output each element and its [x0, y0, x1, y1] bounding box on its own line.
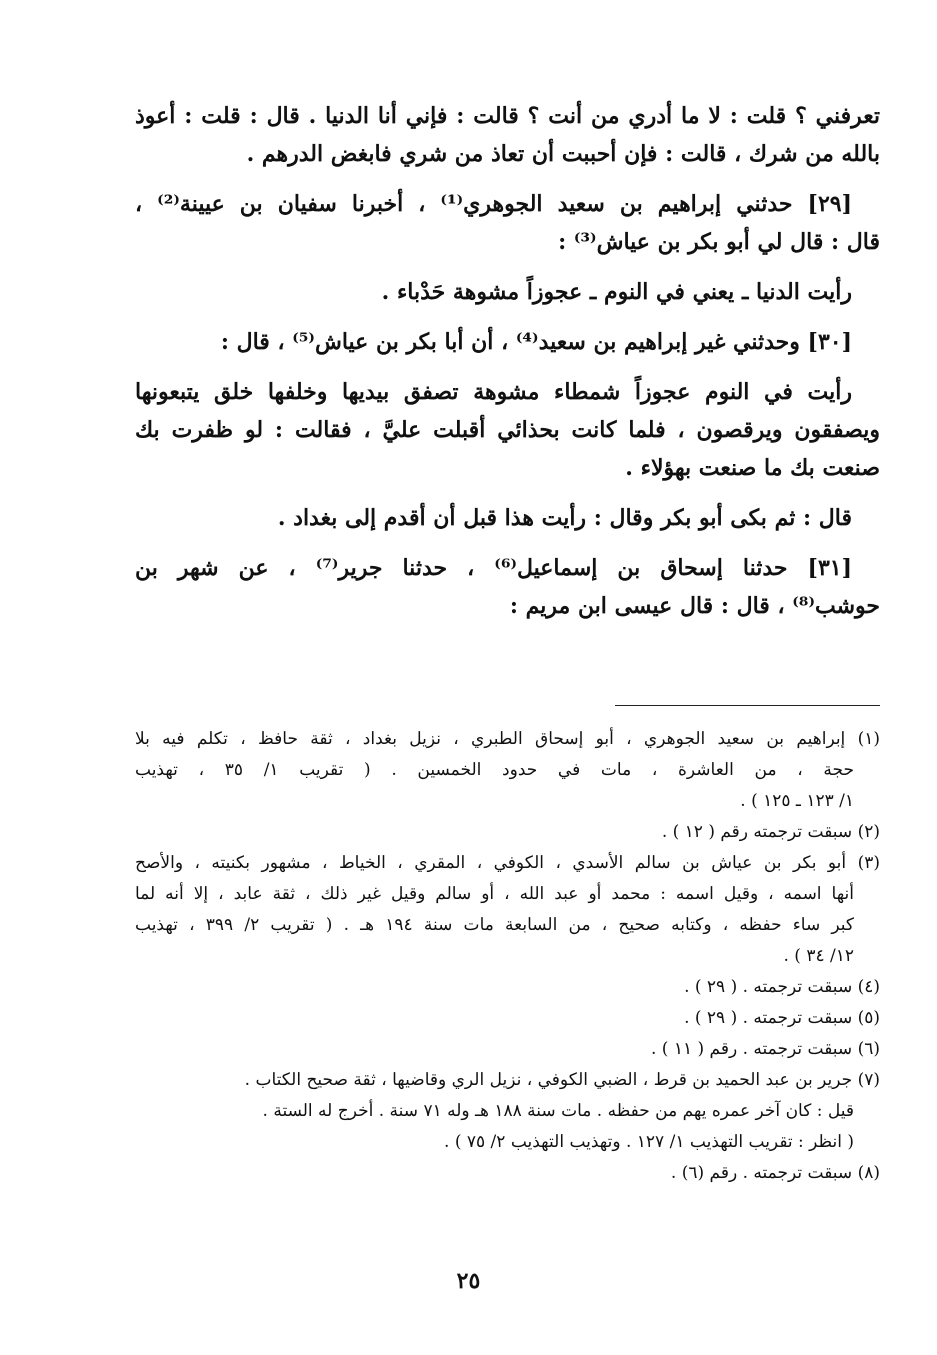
footnote-6: (٦) سبقت ترجمته . رقم ( ١١ ) . — [651, 1039, 880, 1059]
footnote-7-line-1: (٧) جرير بن عبد الحميد بن قرط ، الضبي الكوفي ، نزيل الري وقاضيها ، ثقة صحيح الكتاب . — [244, 1070, 880, 1090]
hadith-29-line-2: قال : قال لي أبو بكر بن عياش⁽³⁾ : — [558, 229, 880, 255]
footnote-3-line-2: أنها اسمه ، وقيل اسمه : محمد أو عبد الله ، أو سالم وقيل غير ذلك ، ثقة عابد ، إلا أنه لما — [135, 884, 854, 904]
main-text — [135, 97, 880, 625]
hadith-30-line-1: [٣٠] وحدثني غير إبراهيم بن سعيد⁽⁴⁾ ، أن أبا بكر بن عياش⁽⁵⁾ ، قال : — [220, 329, 852, 355]
footnotes — [135, 724, 880, 1189]
footnote-separator — [615, 705, 880, 706]
footnote-7-line-3: ( انظر : تقريب التهذيب ١/ ١٢٧ . وتهذيب التهذيب ٢/ ٧٥ ) . — [444, 1132, 854, 1152]
hadith-29-matn: رأيت الدنيا ـ يعني في النوم ـ عجوزاً مشوهة حَدْباء . — [381, 279, 852, 305]
hadith-30-matn-line-2: ويصفقون ويرقصون ، فلما كانت بحذائي أقبلت عليَّ ، فقالت : لو ظفرت بك — [135, 417, 880, 443]
footnote-3-line-1: (٣) أبو بكر بن عياش بن سالم الأسدي ، الكوفي ، المقري ، الخياط ، مشهور بكنيته ، والأصح — [135, 853, 880, 873]
text-line-2: بالله من شرك ، قالت : فإن أحببت أن تعاذ من شري فابغض الدرهم . — [246, 141, 880, 167]
footnote-3-line-4: ١٢/ ٣٤ ) . — [783, 946, 854, 966]
hadith-31-line-1: [٣١] حدثنا إسحاق بن إسماعيل⁽⁶⁾ ، حدثنا جرير⁽⁷⁾ ، عن شهر بن — [135, 555, 853, 581]
hadith-30-closing: قال : ثم بكى أبو بكر وقال : رأيت هذا قبل أن أقدم إلى بغداد . — [277, 505, 852, 531]
footnote-8: (٨) سبقت ترجمته . رقم (٦) . — [670, 1163, 880, 1183]
footnote-1-line-2: حجة ، من العاشرة ، مات في حدود الخمسين . ( تقريب ١/ ٣٥ ، تهذيب — [135, 760, 854, 780]
hadith-30-matn-line-3: صنعت بك ما صنعت بهؤلاء . — [625, 455, 880, 481]
footnote-1-line-3: ١/ ١٢٣ ـ ١٢٥ ) . — [740, 791, 854, 811]
footnote-3-line-3: كبر ساء حفظه ، وكتابه صحيح ، من السابعة مات سنة ١٩٤ هـ . ( تقريب ٢/ ٣٩٩ ، تهذيب — [135, 915, 854, 935]
footnote-5: (٥) سبقت ترجمته . ( ٢٩ ) . — [684, 1008, 880, 1028]
footnote-4: (٤) سبقت ترجمته . ( ٢٩ ) . — [684, 977, 880, 997]
hadith-30-matn-line-1: رأيت في النوم عجوزاً شمطاء مشوهة تصفق بيديها وخلفها خلق يتبعونها — [135, 379, 852, 405]
footnote-7-line-2: قيل : كان آخر عمره يهم من حفظه . مات سنة ١٨٨ هـ وله ٧١ سنة . أخرج له الستة . — [262, 1101, 854, 1121]
footnote-2: (٢) سبقت ترجمته رقم ( ١٢ ) . — [661, 822, 880, 842]
hadith-31-line-2: حوشب⁽⁸⁾ ، قال : قال عيسى ابن مريم : — [509, 593, 880, 619]
footnote-1-line-1: (١) إبراهيم بن سعيد الجوهري ، أبو إسحاق الطبري ، نزيل بغداد ، ثقة حافظ ، تكلم فيه بلا — [135, 729, 880, 749]
page-number: ٢٥ — [456, 1268, 481, 1294]
hadith-29-line-1: [٢٩] حدثني إبراهيم بن سعيد الجوهري⁽¹⁾ ، أخبرنا سفيان بن عيينة⁽²⁾ ، — [135, 191, 852, 217]
text-line-1: تعرفني ؟ قلت : لا ما أدري من أنت ؟ قالت : فإني أنا الدنيا . قال : قلت : أعوذ — [135, 103, 880, 129]
